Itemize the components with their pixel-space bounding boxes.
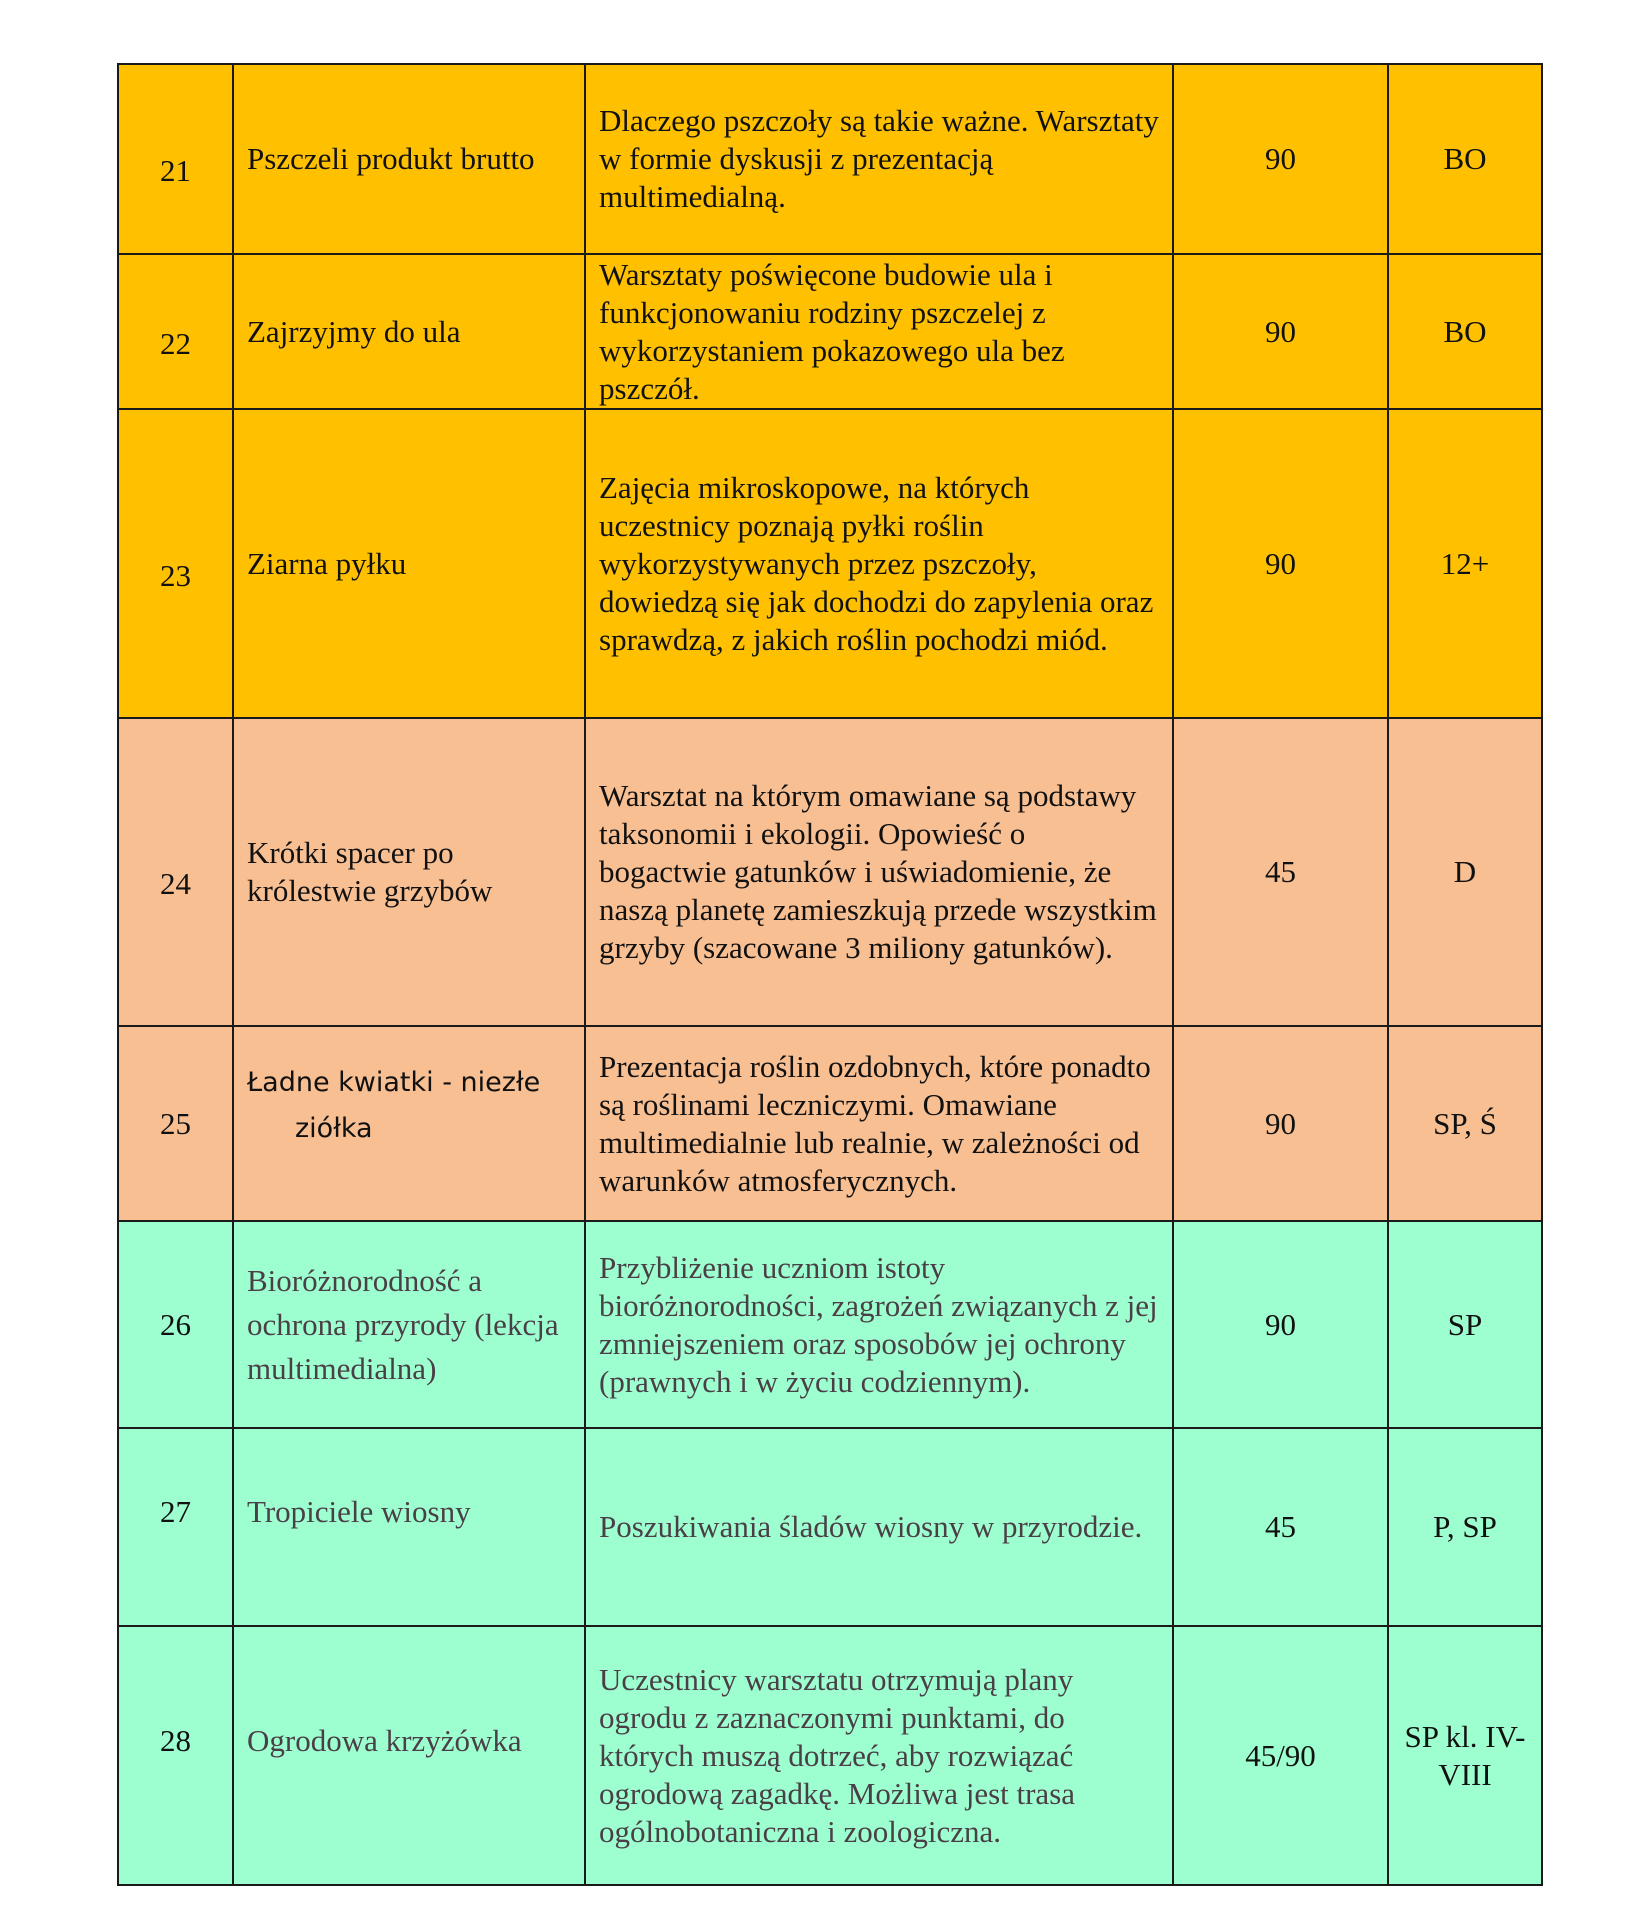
row-number: 28 [118, 1626, 233, 1885]
row-number: 25 [118, 1026, 233, 1221]
row-number: 24 [118, 718, 233, 1026]
row-number: 21 [118, 64, 233, 254]
duration-minutes: 45/90 [1173, 1626, 1388, 1885]
target-audience: SP kl. IV-VIII [1388, 1626, 1542, 1885]
target-audience: 12+ [1388, 409, 1542, 718]
duration-minutes: 45 [1173, 1428, 1388, 1626]
workshop-description: Warsztat na którym omawiane są podstawy taksonomii i ekologii. Opowieść o bogactwie gatunków i uświadomienie, że naszą planetę zamieszkują przede wszystkim grzyby (szacowane 3 miliony gatunków). [585, 718, 1173, 1026]
workshop-description: Zajęcia mikroskopowe, na których uczestnicy poznają pyłki roślin wykorzystywanych przez pszczoły, dowiedzą się jak dochodzi do zapylenia oraz sprawdzą, z jakich roślin pochodzi miód. [585, 409, 1173, 718]
table-row [118, 409, 1542, 718]
duration-minutes: 90 [1173, 1026, 1388, 1221]
workshop-title: Bioróżnorodność a ochrona przyrody (lekcja multimedialna) [233, 1221, 585, 1428]
table-row [118, 718, 1542, 1026]
duration-minutes: 90 [1173, 409, 1388, 718]
table-row [118, 1626, 1542, 1885]
table-row [118, 1026, 1542, 1221]
workshop-title: Ziarna pyłku [233, 409, 585, 718]
workshop-description: Warsztaty poświęcone budowie ula i funkcjonowaniu rodziny pszczelej z wykorzystaniem pokazowego ula bez pszczół. [585, 254, 1173, 409]
workshop-description: Uczestnicy warsztatu otrzymują plany ogrodu z zaznaczonymi punktami, do których muszą dotrzeć, aby rozwiązać ogrodową zagadkę. Możliwa jest trasa ogólnobotaniczna i zoologiczna. [585, 1626, 1173, 1885]
table-row [118, 64, 1542, 254]
duration-minutes: 45 [1173, 718, 1388, 1026]
workshop-table [117, 63, 1543, 1886]
target-audience: P, SP [1388, 1428, 1542, 1626]
row-number: 26 [118, 1221, 233, 1428]
table-row [118, 1221, 1542, 1428]
target-audience: SP [1388, 1221, 1542, 1428]
workshop-title: Zajrzyjmy do ula [233, 254, 585, 409]
workshop-title: Pszczeli produkt brutto [233, 64, 585, 254]
workshop-title-line-2: ziółka [295, 1112, 373, 1144]
table-row [118, 1428, 1542, 1626]
workshop-description: Poszukiwania śladów wiosny w przyrodzie. [585, 1428, 1173, 1626]
target-audience: BO [1388, 64, 1542, 254]
row-number: 27 [118, 1428, 233, 1626]
duration-minutes: 90 [1173, 1221, 1388, 1428]
workshop-title-text [247, 1060, 574, 1152]
workshop-description: Prezentacja roślin ozdobnych, które ponadto są roślinami leczniczymi. Omawiane multimedialnie lub realnie, w zależności od warunków atmosferycznych. [585, 1026, 1173, 1221]
target-audience: D [1388, 718, 1542, 1026]
workshop-title: Tropiciele wiosny [233, 1428, 585, 1626]
duration-minutes: 90 [1173, 254, 1388, 409]
workshop-description: Przybliżenie uczniom istoty bioróżnorodności, zagrożeń związanych z jej zmniejszeniem oraz sposobów jej ochrony (prawnych i w życiu codziennym). [585, 1221, 1173, 1428]
workshop-title: Krótki spacer po królestwie grzybów [233, 718, 585, 1026]
workshop-title-line-1: Ładne kwiatki - niezłe [247, 1066, 541, 1098]
workshop-description: Dlaczego pszczoły są takie ważne. Warsztaty w formie dyskusji z prezentacją multimedialną. [585, 64, 1173, 254]
target-audience: BO [1388, 254, 1542, 409]
row-number: 23 [118, 409, 233, 718]
row-number: 22 [118, 254, 233, 409]
table-row [118, 254, 1542, 409]
workshop-title: Ogrodowa krzyżówka [233, 1626, 585, 1885]
target-audience: SP, Ś [1388, 1026, 1542, 1221]
workshop-title [233, 1026, 585, 1221]
duration-minutes: 90 [1173, 64, 1388, 254]
